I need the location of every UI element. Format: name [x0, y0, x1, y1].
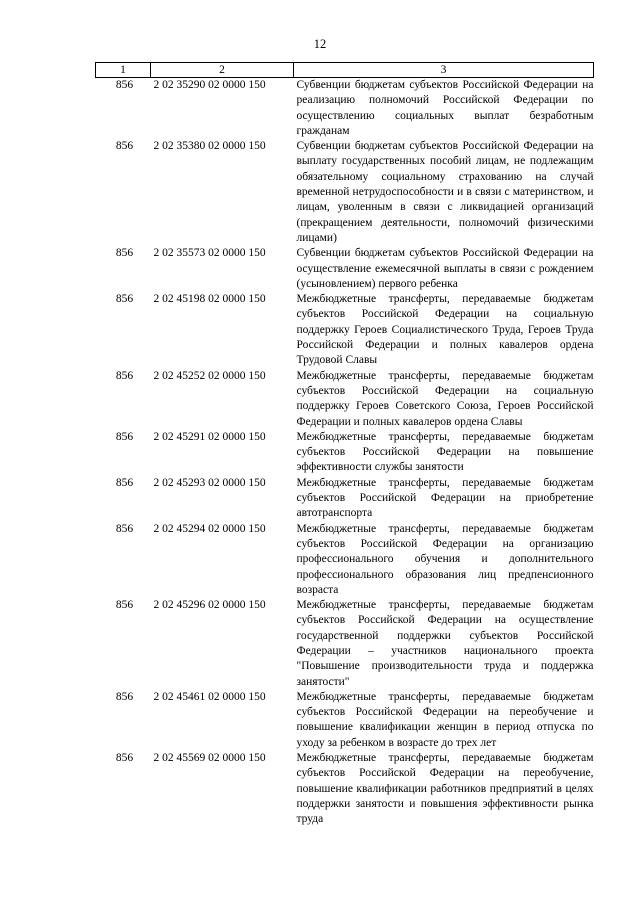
admin-code-cell: 856	[115, 690, 134, 703]
admin-code-cell: 856	[115, 247, 134, 260]
table-body	[96, 78, 594, 828]
revenue-name-cell: Субвенции бюджетам субъектов Российской Федерации на реализацию полномочий Российской Федерации по осуществлению социальных выплат безработным гражданам	[296, 79, 594, 137]
column-header-2: 2	[151, 63, 294, 78]
revenue-name-cell: Межбюджетные трансферты, передаваемые бюджетам субъектов Российской Федерации на переобучение и повышение квалификации женщин в период отпуска по уходу за ребенком в возрасте до трех лет	[296, 690, 594, 749]
table-row	[96, 369, 594, 430]
budget-code-cell: 2 02 35380 02 0000 150	[153, 140, 266, 153]
admin-code-cell: 856	[115, 293, 134, 306]
revenue-name-cell: Субвенции бюджетам субъектов Российской Федерации на осуществление ежемесячной выплаты в связи с рождением (усыновлением) первого ребенка	[296, 247, 594, 290]
revenue-name-cell: Межбюджетные трансферты, передаваемые бюджетам субъектов Российской Федерации на осуществление государственной поддержки субъектов Российской Федерации – участников национального проекта "Повышение производительности труда и поддержка занятости"	[296, 599, 594, 688]
revenue-codes-table	[95, 62, 594, 828]
table-row	[96, 430, 594, 476]
table-row	[96, 292, 594, 368]
admin-code-cell: 856	[115, 140, 134, 153]
revenue-name-cell: Межбюджетные трансферты, передаваемые бюджетам субъектов Российской Федерации на переобучение, повышение квалификации работников предприятий в целях поддержки занятости и повышения эффективности рынка труда	[296, 752, 594, 826]
revenue-name-cell: Межбюджетные трансферты, передаваемые бюджетам субъектов Российской Федерации на социальную поддержку Героев Советского Союза, Героев Российской Федерации и полных кавалеров ордена Славы	[296, 369, 594, 428]
budget-code-cell: 2 02 35290 02 0000 150	[153, 79, 266, 91]
admin-code-cell: 856	[115, 430, 134, 443]
table-row	[96, 598, 594, 690]
budget-code-cell: 2 02 45291 02 0000 150	[153, 430, 266, 443]
revenue-name-cell: Межбюджетные трансферты, передаваемые бюджетам субъектов Российской Федерации на организацию профессионального обучения и дополнительного профессионального образования лиц предпенсионного возраста	[296, 522, 594, 596]
budget-code-cell: 2 02 45569 02 0000 150	[153, 752, 266, 765]
admin-code-cell: 856	[115, 599, 134, 612]
budget-code-cell: 2 02 45293 02 0000 150	[153, 476, 266, 489]
budget-code-cell: 2 02 45198 02 0000 150	[153, 293, 266, 306]
table-row	[96, 78, 594, 140]
table-row	[96, 476, 594, 522]
revenue-name-cell: Субвенции бюджетам субъектов Российской Федерации на выплату государственных пособий лицам, не подлежащим обязательному социальному страхованию на случай временной нетрудоспособности и в связи с материнством, и лицам, уволенным в связи с ликвидацией организаций (прекращением деятельности, полномочий физическими лицами)	[296, 140, 594, 244]
budget-code-cell: 2 02 35573 02 0000 150	[153, 247, 266, 260]
admin-code-cell: 856	[115, 79, 134, 91]
column-header-1: 1	[96, 63, 151, 78]
revenue-name-cell: Межбюджетные трансферты, передаваемые бюджетам субъектов Российской Федерации на приобретение автотранспорта	[296, 476, 594, 520]
table-header	[96, 63, 594, 78]
table-row	[96, 690, 594, 751]
budget-code-cell: 2 02 45294 02 0000 150	[153, 522, 266, 535]
admin-code-cell: 856	[115, 522, 134, 535]
revenue-name-cell: Межбюджетные трансферты, передаваемые бюджетам субъектов Российской Федерации на социальную поддержку Героев Социалистического Труда, Героев Труда Российской Федерации и полных кавалеров ордена Трудовой Славы	[296, 293, 594, 367]
page-number: 12	[313, 37, 327, 51]
table-row	[96, 246, 594, 292]
admin-code-cell: 856	[115, 369, 134, 382]
admin-code-cell: 856	[115, 752, 134, 765]
table-header-row	[96, 63, 594, 78]
budget-code-cell: 2 02 45461 02 0000 150	[153, 690, 266, 703]
admin-code-cell: 856	[115, 476, 134, 489]
budget-code-cell: 2 02 45252 02 0000 150	[153, 369, 266, 382]
table-row	[96, 139, 594, 246]
revenue-name-cell: Межбюджетные трансферты, передаваемые бюджетам субъектов Российской Федерации на повышение эффективности службы занятости	[296, 430, 594, 474]
table-row	[96, 522, 594, 598]
table-row	[96, 751, 594, 827]
budget-code-cell: 2 02 45296 02 0000 150	[153, 599, 266, 612]
column-header-3: 3	[294, 63, 594, 78]
